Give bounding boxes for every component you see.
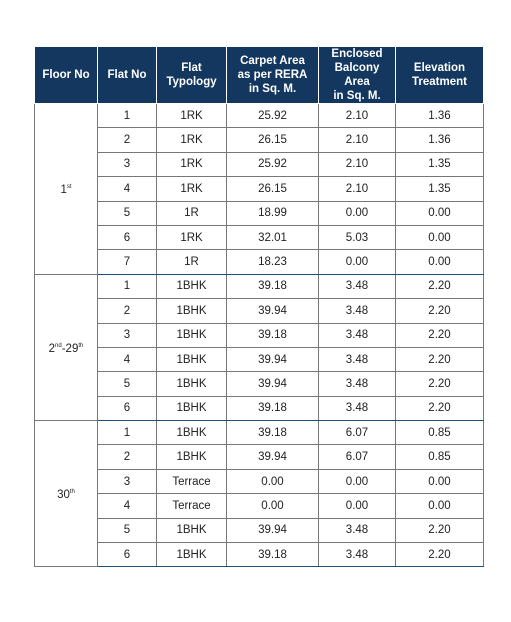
balcony-area-cell: 3.48 xyxy=(319,347,396,371)
table-row xyxy=(35,372,484,396)
flat-no-cell: 4 xyxy=(98,494,157,518)
flat-no-cell: 7 xyxy=(98,250,157,274)
header-line: Typology xyxy=(166,76,217,88)
elevation-treatment-cell: 2.20 xyxy=(396,274,484,298)
header-line: Floor No xyxy=(42,69,90,81)
header-line: Elevation xyxy=(413,62,466,74)
carpet-area-cell: 0.00 xyxy=(227,469,319,493)
elevation-treatment-cell: 0.00 xyxy=(396,494,484,518)
typology-cell: 1RK xyxy=(157,128,227,152)
flat-no-cell: 5 xyxy=(98,201,157,225)
balcony-area-cell: 5.03 xyxy=(319,225,396,249)
balcony-area-cell: 2.10 xyxy=(319,128,396,152)
table-row xyxy=(35,299,484,323)
elevation-treatment-cell: 0.00 xyxy=(396,469,484,493)
elevation-treatment-cell: 1.36 xyxy=(396,104,484,128)
header-line: Enclosed xyxy=(331,48,383,60)
carpet-area-cell: 32.01 xyxy=(227,225,319,249)
typology-cell: 1BHK xyxy=(157,323,227,347)
balcony-area-cell: 0.00 xyxy=(319,494,396,518)
elevation-treatment-header xyxy=(396,47,484,104)
table-row xyxy=(35,177,484,201)
balcony-area-cell: 3.48 xyxy=(319,299,396,323)
flat-no-cell: 1 xyxy=(98,421,157,445)
balcony-area-cell: 3.48 xyxy=(319,274,396,298)
floor-label-base: 2 xyxy=(48,342,56,355)
table-row xyxy=(35,274,484,298)
carpet-area-cell: 39.94 xyxy=(227,372,319,396)
floor-cell xyxy=(35,274,98,420)
typology-cell: 1RK xyxy=(157,104,227,128)
typology-cell: 1BHK xyxy=(157,347,227,371)
table-row xyxy=(35,347,484,371)
flat-no-cell: 6 xyxy=(98,396,157,420)
header-line: as per RERA xyxy=(237,69,308,81)
floor-label-sup2: th xyxy=(78,342,84,349)
elevation-treatment-cell: 0.00 xyxy=(396,250,484,274)
elevation-treatment-cell: 0.00 xyxy=(396,225,484,249)
floor-no-header xyxy=(35,47,98,104)
balcony-area-cell: 3.48 xyxy=(319,323,396,347)
balcony-area-cell: 6.07 xyxy=(319,445,396,469)
flat-no-cell: 4 xyxy=(98,177,157,201)
enclosed-balcony-area-header xyxy=(319,47,396,104)
carpet-area-cell: 39.94 xyxy=(227,518,319,542)
table-row xyxy=(35,494,484,518)
elevation-treatment-cell: 0.85 xyxy=(396,445,484,469)
floor-label-base: 30 xyxy=(57,489,70,502)
carpet-area-cell: 26.15 xyxy=(227,177,319,201)
typology-cell: 1R xyxy=(157,201,227,225)
typology-cell: 1BHK xyxy=(157,543,227,567)
typology-cell: 1BHK xyxy=(157,372,227,396)
carpet-area-cell: 26.15 xyxy=(227,128,319,152)
table-body xyxy=(35,104,484,567)
typology-cell: 1BHK xyxy=(157,445,227,469)
carpet-area-cell: 39.18 xyxy=(227,421,319,445)
elevation-treatment-cell: 0.85 xyxy=(396,421,484,445)
typology-cell: 1R xyxy=(157,250,227,274)
typology-cell: 1BHK xyxy=(157,299,227,323)
carpet-area-cell: 39.18 xyxy=(227,323,319,347)
table-row xyxy=(35,445,484,469)
elevation-treatment-cell: 2.20 xyxy=(396,347,484,371)
balcony-area-cell: 0.00 xyxy=(319,201,396,225)
carpet-area-cell: 39.94 xyxy=(227,299,319,323)
table-row xyxy=(35,323,484,347)
table-row xyxy=(35,421,484,445)
floor-label-sup: st xyxy=(66,184,72,191)
floor-label-base: 1 xyxy=(60,184,67,197)
typology-cell: 1RK xyxy=(157,152,227,176)
table-row xyxy=(35,225,484,249)
header-line: Balcony Area xyxy=(334,62,380,88)
balcony-area-cell: 3.48 xyxy=(319,543,396,567)
carpet-area-cell: 39.94 xyxy=(227,347,319,371)
table-row xyxy=(35,518,484,542)
table-row xyxy=(35,543,484,567)
carpet-area-header xyxy=(227,47,319,104)
flat-no-cell: 3 xyxy=(98,152,157,176)
carpet-area-cell: 39.18 xyxy=(227,396,319,420)
floor-label-suffix: -29 xyxy=(61,342,79,355)
carpet-area-cell: 39.18 xyxy=(227,274,319,298)
floor-cell xyxy=(35,104,98,275)
elevation-treatment-cell: 2.20 xyxy=(396,299,484,323)
typology-cell: 1BHK xyxy=(157,518,227,542)
flat-no-cell: 5 xyxy=(98,372,157,396)
flat-no-header xyxy=(98,47,157,104)
carpet-area-cell: 39.18 xyxy=(227,543,319,567)
carpet-area-cell: 25.92 xyxy=(227,152,319,176)
header-line: Carpet Area xyxy=(240,55,305,67)
flat-no-cell: 2 xyxy=(98,128,157,152)
elevation-treatment-cell: 2.20 xyxy=(396,518,484,542)
carpet-area-cell: 0.00 xyxy=(227,494,319,518)
typology-cell: 1BHK xyxy=(157,274,227,298)
balcony-area-cell: 0.00 xyxy=(319,469,396,493)
balcony-area-cell: 2.10 xyxy=(319,152,396,176)
floor-label-sup: nd xyxy=(55,342,62,349)
elevation-treatment-cell: 2.20 xyxy=(396,543,484,567)
carpet-area-cell: 25.92 xyxy=(227,104,319,128)
table-row xyxy=(35,104,484,128)
flat-no-cell: 3 xyxy=(98,323,157,347)
table-row xyxy=(35,469,484,493)
typology-cell: Terrace xyxy=(157,494,227,518)
typology-cell: 1BHK xyxy=(157,421,227,445)
header-line: Treatment xyxy=(412,76,467,88)
flat-no-cell: 1 xyxy=(98,104,157,128)
balcony-area-cell: 6.07 xyxy=(319,421,396,445)
carpet-area-cell: 18.23 xyxy=(227,250,319,274)
elevation-treatment-cell: 1.36 xyxy=(396,128,484,152)
table-row xyxy=(35,396,484,420)
carpet-area-cell: 18.99 xyxy=(227,201,319,225)
balcony-area-cell: 3.48 xyxy=(319,372,396,396)
flat-no-cell: 6 xyxy=(98,225,157,249)
flat-no-cell: 1 xyxy=(98,274,157,298)
table-row xyxy=(35,250,484,274)
elevation-treatment-cell: 2.20 xyxy=(396,323,484,347)
carpet-area-cell: 39.94 xyxy=(227,445,319,469)
elevation-treatment-cell: 1.35 xyxy=(396,177,484,201)
typology-cell: 1BHK xyxy=(157,396,227,420)
flat-no-cell: 6 xyxy=(98,543,157,567)
header-line: in Sq. M. xyxy=(333,90,381,102)
table-row xyxy=(35,152,484,176)
balcony-area-cell: 3.48 xyxy=(319,518,396,542)
typology-cell: Terrace xyxy=(157,469,227,493)
flat-no-cell: 4 xyxy=(98,347,157,371)
balcony-area-cell: 2.10 xyxy=(319,104,396,128)
balcony-area-cell: 3.48 xyxy=(319,396,396,420)
floor-label-sup: th xyxy=(69,489,75,496)
typology-cell: 1RK xyxy=(157,225,227,249)
balcony-area-cell: 0.00 xyxy=(319,250,396,274)
elevation-treatment-cell: 2.20 xyxy=(396,396,484,420)
flat-no-cell: 2 xyxy=(98,445,157,469)
table-row xyxy=(35,128,484,152)
header-line: in Sq. M. xyxy=(248,83,297,95)
header-line: Flat xyxy=(181,62,202,74)
flat-no-cell: 2 xyxy=(98,299,157,323)
elevation-treatment-cell: 1.35 xyxy=(396,152,484,176)
balcony-area-cell: 2.10 xyxy=(319,177,396,201)
typology-cell: 1RK xyxy=(157,177,227,201)
header-line: Flat No xyxy=(107,69,147,81)
flat-area-table xyxy=(34,46,484,567)
elevation-treatment-cell: 2.20 xyxy=(396,372,484,396)
elevation-treatment-cell: 0.00 xyxy=(396,201,484,225)
floor-cell xyxy=(35,421,98,567)
flat-no-cell: 5 xyxy=(98,518,157,542)
table-row xyxy=(35,201,484,225)
flat-no-cell: 3 xyxy=(98,469,157,493)
table-header-row xyxy=(35,47,484,104)
flat-typology-header xyxy=(157,47,227,104)
